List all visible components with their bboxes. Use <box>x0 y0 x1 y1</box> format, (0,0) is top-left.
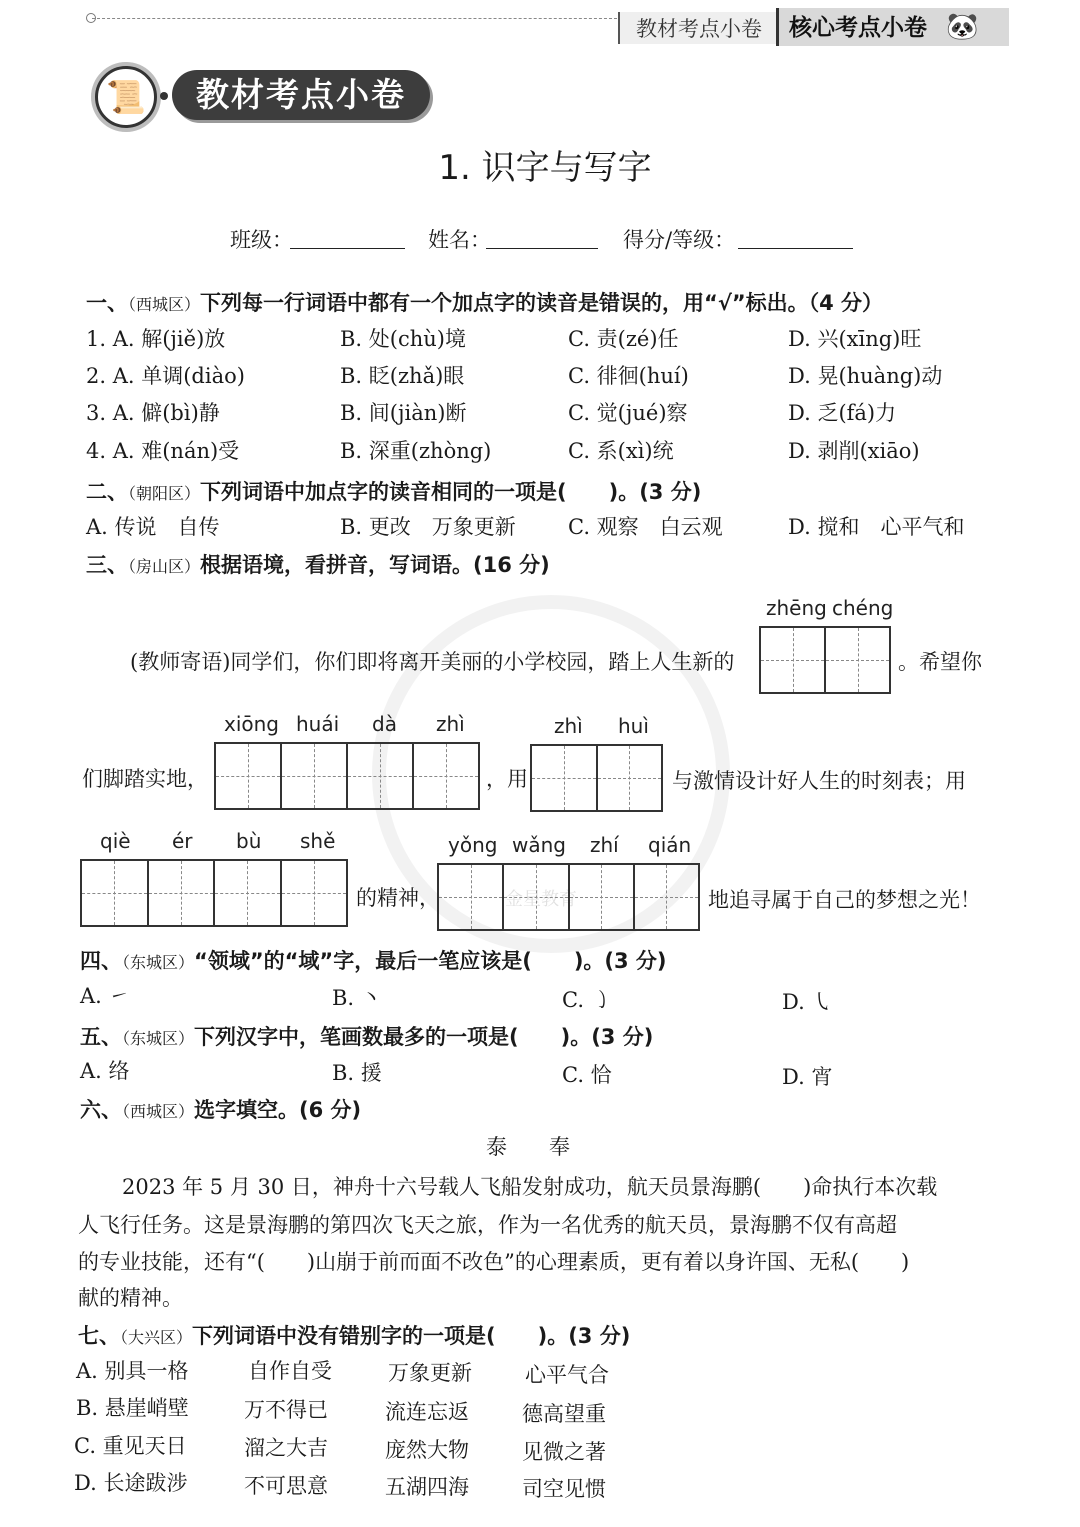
q7-row-b-1[interactable]: B. 悬崖峭壁 <box>76 1396 189 1420</box>
q4-stem: 四、（东城区）“领域”的“域”字，最后一笔应该是( )。(3 分) <box>80 949 667 973</box>
q3-text2-start: 们脚踏实地， <box>82 767 208 791</box>
q7-row-b-4: 德高望重 <box>522 1402 606 1426</box>
answer-grid-qiebushe[interactable] <box>80 859 348 927</box>
q7-stem: 七、（大兴区）下列词语中没有错别字的一项是( )。(3 分) <box>78 1324 631 1348</box>
q7-row-c-3: 庞然大物 <box>385 1438 469 1462</box>
q1-row4-a[interactable]: 4. A. 难(nán)受 <box>86 439 240 463</box>
q7-row-d-4: 司空见惯 <box>522 1477 606 1501</box>
q7-row-b-2: 万不得已 <box>244 1398 328 1422</box>
q6-para-line4: 献的精神。 <box>78 1286 183 1310</box>
score-blank[interactable] <box>738 248 853 249</box>
pinyin-hui: huì <box>618 714 649 738</box>
q5-option-a[interactable]: A. 络 <box>80 1059 130 1083</box>
q6-choices: 泰 奉 <box>486 1135 570 1159</box>
q1-row4-d[interactable]: D. 剥削(xiāo) <box>788 439 920 463</box>
pinyin-cheng: chéng <box>832 596 894 620</box>
q1-row4-b[interactable]: B. 深重(zhòng) <box>340 439 492 463</box>
pinyin-bu: bù <box>236 829 262 853</box>
q1-row1-a[interactable]: 1. A. 解(jiě)放 <box>86 327 226 351</box>
q7-row-d-1[interactable]: D. 长途跋涉 <box>74 1471 188 1495</box>
q3-stem: 三、（房山区）根据语境，看拼音，写词语。(16 分) <box>86 553 550 577</box>
q1-row3-a[interactable]: 3. A. 僻(bì)静 <box>86 401 220 425</box>
score-label: 得分/等级： <box>623 228 736 252</box>
q7-row-d-2: 不可思意 <box>244 1474 328 1498</box>
pinyin-da: dà <box>372 712 397 736</box>
pinyin-huai: huái <box>296 712 340 736</box>
q7-row-a-4: 心平气合 <box>525 1363 609 1387</box>
page-title: 1. 识字与写字 <box>438 148 652 188</box>
pinyin-zhi2: zhì <box>554 714 583 738</box>
q2-stem: 二、（朝阳区）下列词语中加点字的读音相同的一项是( )。(3 分) <box>86 480 702 504</box>
q4-option-b[interactable]: B. 丶 <box>332 986 382 1010</box>
mascot-icon: 🐼 <box>946 12 979 42</box>
class-label: 班级： <box>230 228 293 252</box>
pinyin-qian: qián <box>648 833 692 857</box>
q3-text2-end: 与激情设计好人生的时刻表；用 <box>672 769 966 793</box>
q7-row-b-3: 流连忘返 <box>385 1400 469 1424</box>
q5-option-c[interactable]: C. 恰 <box>562 1063 612 1087</box>
answer-grid-yongwangzhiqian[interactable] <box>437 863 700 931</box>
q1-row2-a[interactable]: 2. A. 单调(diào) <box>86 364 245 388</box>
q3-text1-end: 。希望你 <box>898 650 982 674</box>
q7-row-c-2: 溜之大吉 <box>244 1436 328 1460</box>
q7-row-d-3: 五湖四海 <box>385 1475 469 1499</box>
q6-stem: 六、（西城区）选字填空。(6 分) <box>80 1098 362 1122</box>
q2-option-b[interactable]: B. 更改 万象更新 <box>340 515 516 539</box>
pinyin-zheng: zhēng <box>766 596 827 620</box>
answer-grid-zhengcheng[interactable] <box>759 626 891 694</box>
q5-option-b[interactable]: B. 援 <box>332 1061 382 1085</box>
pinyin-er: ér <box>172 829 193 853</box>
q5-option-d[interactable]: D. 宵 <box>782 1065 833 1089</box>
pinyin-she: shě <box>300 829 336 853</box>
header-tab-textbook: 教材考点小卷 <box>618 12 778 44</box>
q1-row4-c[interactable]: C. 系(xì)统 <box>568 439 674 463</box>
class-blank[interactable] <box>290 248 405 249</box>
q6-para-line1: 2023 年 5 月 30 日，神舟十六号载人飞船发射成功，航天员景海鹏( )命执行本次载 <box>122 1175 938 1199</box>
q3-text1: (教师寄语)同学们，你们即将离开美丽的小学校园，踏上人生新的 <box>130 650 735 674</box>
q6-para-line3: 的专业技能，还有“( )山崩于前而面不改色”的心理素质，更有着以身许国、无私( ) <box>78 1250 910 1274</box>
q1-row3-d[interactable]: D. 乏(fá)力 <box>788 401 897 425</box>
q7-row-a-3: 万象更新 <box>388 1361 472 1385</box>
scroll-icon: 📜 <box>95 66 157 128</box>
q7-row-a-1[interactable]: A. 别具一格 <box>76 1359 189 1383</box>
q6-para-line2: 人飞行任务。这是景海鹏的第四次飞天之旅，作为一名优秀的航天员，景海鹏不仅有高超 <box>78 1213 897 1237</box>
q1-row2-c[interactable]: C. 徘徊(huí) <box>568 364 689 388</box>
header-tab-core: 核心考点小卷 <box>776 8 1009 46</box>
pinyin-wang: wǎng <box>512 833 566 857</box>
q2-option-d[interactable]: D. 搅和 心平气和 <box>788 515 965 539</box>
q1-row3-c[interactable]: C. 觉(jué)察 <box>568 401 688 425</box>
q1-row1-c[interactable]: C. 责(zé)任 <box>568 327 679 351</box>
q7-row-a-2: 自作自受 <box>248 1359 332 1383</box>
q7-row-c-4: 见微之著 <box>522 1440 606 1464</box>
q3-text2-mid: ，用 <box>486 767 528 791</box>
q5-stem: 五、（东城区）下列汉字中，笔画数最多的一项是( )。(3 分) <box>80 1025 654 1049</box>
q1-row3-b[interactable]: B. 间(jiàn)断 <box>340 401 467 425</box>
q2-option-c[interactable]: C. 观察 白云观 <box>568 515 723 539</box>
answer-grid-zhihui[interactable] <box>530 744 663 812</box>
pinyin-qie: qiè <box>100 829 131 853</box>
q4-option-a[interactable]: A. ㇀ <box>80 984 130 1008</box>
q1-row2-d[interactable]: D. 晃(huàng)动 <box>788 364 943 388</box>
q1-row2-b[interactable]: B. 眨(zhǎ)眼 <box>340 364 465 388</box>
pinyin-yong: yǒng <box>448 833 498 857</box>
q7-row-c-1[interactable]: C. 重见天日 <box>74 1434 187 1458</box>
name-blank[interactable] <box>486 248 598 249</box>
answer-grid-xionghuaidazhi[interactable] <box>214 742 480 810</box>
q3-text3-mid: 的精神， <box>356 886 440 910</box>
q1-row1-d[interactable]: D. 兴(xīng)旺 <box>788 327 922 351</box>
q1-stem: 一、（西城区）下列每一行词语中都有一个加点字的读音是错误的，用“√”标出。（4 分） <box>86 291 884 315</box>
q4-option-d[interactable]: D. ㇂ <box>782 990 833 1014</box>
banner-connector <box>160 92 168 100</box>
q1-row1-b[interactable]: B. 处(chù)境 <box>340 327 466 351</box>
q3-text3-end: 地追寻属于自己的梦想之光！ <box>708 888 981 912</box>
section-banner: 教材考点小卷 <box>172 70 430 120</box>
name-label: 姓名： <box>428 228 491 252</box>
pinyin-xiong: xiōng <box>224 712 279 736</box>
header-dashed-line <box>92 18 617 19</box>
pinyin-zhi3: zhí <box>590 833 619 857</box>
q2-option-a[interactable]: A. 传说 自传 <box>86 515 220 539</box>
watermark-text: 金星教育 <box>505 889 577 910</box>
pinyin-zhi: zhì <box>436 712 465 736</box>
q4-option-c[interactable]: C. ㇁ <box>562 988 612 1012</box>
